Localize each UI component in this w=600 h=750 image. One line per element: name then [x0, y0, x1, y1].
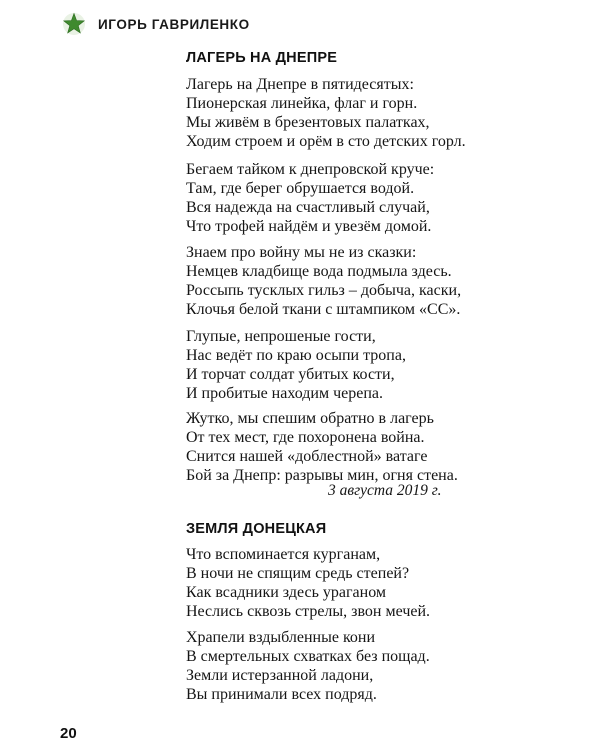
- poem-line: В смертельных схватках без пощад.: [186, 648, 430, 665]
- poem-line: Глупые, непрошеные гости,: [186, 328, 376, 345]
- poem-line: Жутко, мы спешим обратно в лагерь: [186, 410, 434, 427]
- poem-line: Как всадники здесь ураганом: [186, 584, 387, 601]
- stanza: [186, 243, 461, 319]
- poem-title: ЗЕМЛЯ ДОНЕЦКАЯ: [186, 521, 327, 537]
- stanza: [186, 75, 466, 151]
- stanza: [186, 409, 458, 485]
- poem-line: Пионерская линейка, флаг и горн.: [186, 95, 418, 112]
- poem-line: Лагерь на Днепре в пятидесятых:: [186, 76, 414, 93]
- poem-line: В ночи не спящим средь степей?: [186, 565, 410, 582]
- poem-line: Неслись сквозь стрелы, звон мечей.: [186, 603, 431, 620]
- stanza: [186, 327, 406, 403]
- poem-line: И пробитые находим черепа.: [186, 385, 383, 402]
- author-name: ИГОРЬ ГАВРИЛЕНКО: [98, 16, 250, 32]
- stanza: [186, 545, 430, 621]
- poem-line: Земли истерзанной ладони,: [186, 667, 374, 684]
- poem-line: Ходим строем и орём в сто детских горл.: [186, 133, 466, 150]
- poem-line: Что трофей найдём и увезём домой.: [186, 218, 432, 235]
- poem-line: Вся надежда на счастливый случай,: [186, 199, 430, 216]
- poem-line: Нас ведёт по краю осыпи тропа,: [186, 347, 406, 364]
- stanza: [186, 628, 430, 704]
- poem-line: Знаем про войну мы не из сказки:: [186, 244, 417, 261]
- poem-title: ЛАГЕРЬ НА ДНЕПРЕ: [186, 50, 338, 66]
- page-number: 20: [60, 725, 77, 742]
- poem-line: Клочья белой ткани с штампиком «СС».: [186, 301, 461, 318]
- poem-line: Снится нашей «доблестной» ватаге: [186, 448, 428, 465]
- poem-line: Что вспоминается курганам,: [186, 546, 381, 563]
- poem-line: Россыпь тусклых гильз – добыча, каски,: [186, 282, 462, 299]
- poem-line: От тех мест, где похоронена война.: [186, 429, 425, 446]
- running-header: [62, 11, 250, 37]
- poem-line: Немцев кладбище вода подмыла здесь.: [186, 263, 452, 280]
- stanza: [186, 160, 434, 236]
- poem-line: Бегаем тайком к днепровской круче:: [186, 161, 435, 178]
- poem-line: И торчат солдат убитых кости,: [186, 366, 395, 383]
- poem-date: 3 августа 2019 г.: [328, 482, 442, 499]
- poem-line: Мы живём в брезентовых палатках,: [186, 114, 430, 131]
- star-icon: [62, 12, 86, 36]
- poem-line: Бой за Днепр: разрывы мин, огня стена.: [186, 467, 458, 484]
- poem-line: Там, где берег обрушается водой.: [186, 180, 415, 197]
- poem-line: Храпели вздыбленные кони: [186, 629, 376, 646]
- poem-line: Вы принимали всех подряд.: [186, 686, 377, 703]
